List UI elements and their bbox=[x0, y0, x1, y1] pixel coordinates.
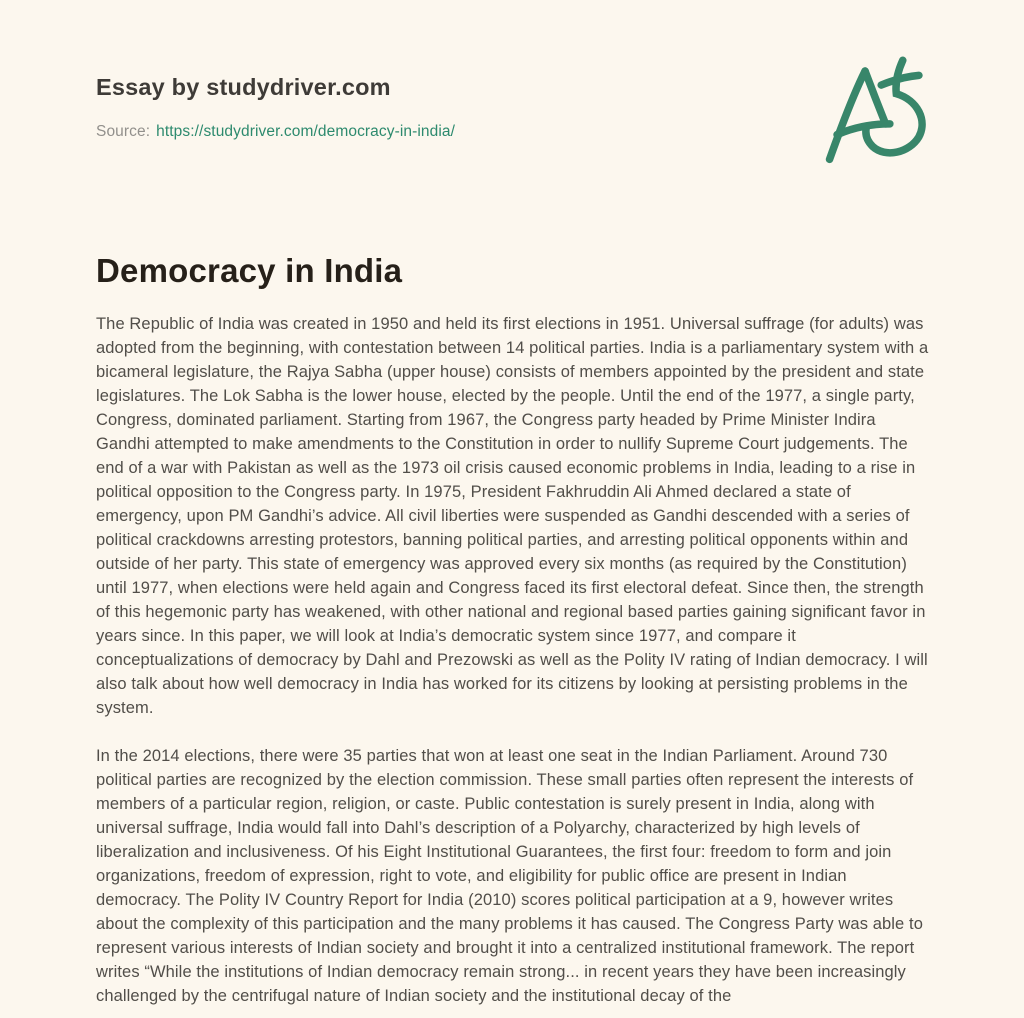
a-plus-logo-icon bbox=[818, 56, 938, 168]
essay-paragraph-2: In the 2014 elections, there were 35 parties that won at least one seat in the Indian Parliament. Around 730 political parties are recognized by the election commission. These small parties often represent the interests of members of a particular region, religion, or caste. Public contestation is surely present in India, along with universal suffrage, India would fall into Dahl’s description of a Polyarchy, characterized by high levels of liberalization and inclusiveness. Of his Eight Institutional Guarantees, the first four: freedom to form and join organizations, freedom of expression, right to vote, and eligibility for public office are present in Indian democracy. The Polity IV Country Report for India (2010) scores political participation at a 9, however writes about the complexity of this participation and the many problems it has caused. The Congress Party was able to represent various interests of Indian society and brought it into a centralized institutional framework. The report writes “While the institutions of Indian democracy remain strong... in recent years they have been increasingly challenged by the centrifugal nature of Indian society and the institutional decay of the bbox=[96, 747, 923, 1005]
essay-byline: Essay by studydriver.com bbox=[96, 74, 391, 100]
essay-body bbox=[96, 312, 931, 1018]
source-row bbox=[96, 123, 455, 141]
source-label: Source: bbox=[96, 123, 151, 140]
essay-paragraph-1: The Republic of India was created in 1950 and held its first elections in 1951. Universal suffrage (for adults) was adopted from the beginning, with contestation between 14 political parties. India is a parliamentary system with a bicameral legislature, the Rajya Sabha (upper house) consists of members appointed by the president and state legislatures. The Lok Sabha is the lower house, elected by the people. Until the end of the 1977, a single party, Congress, dominated parliament. Starting from 1967, the Congress party headed by Prime Minister Indira Gandhi attempted to make amendments to the Constitution in order to nullify Supreme Court judgements. The end of a war with Pakistan as well as the 1973 oil crisis caused economic problems in India, leading to a rise in political opposition to the Congress party. In 1975, President Fakhruddin Ali Ahmed declared a state of emergency, upon PM Gandhi’s advice. All civil liberties were suspended as Gandhi descended with a series of political crackdowns arresting protestors, banning political parties, and arresting political opponents within and outside of her party. This state of emergency was approved every six months (as required by the Constitution) until 1977, when elections were held again and Congress faced its first electoral defeat. Since then, the strength of this hegemonic party has weakened, with other national and regional based parties gaining significant favor in years since. In this paper, we will look at India’s democratic system since 1977, and compare it conceptualizations of democracy by Dahl and Prezowski as well as the Polity IV rating of Indian democracy. I will also talk about how well democracy in India has worked for its citizens by looking at persisting problems in the system. bbox=[96, 315, 929, 717]
page-title: Democracy in India bbox=[96, 252, 403, 289]
source-link[interactable]: https://studydriver.com/democracy-in-india/ bbox=[156, 123, 456, 140]
